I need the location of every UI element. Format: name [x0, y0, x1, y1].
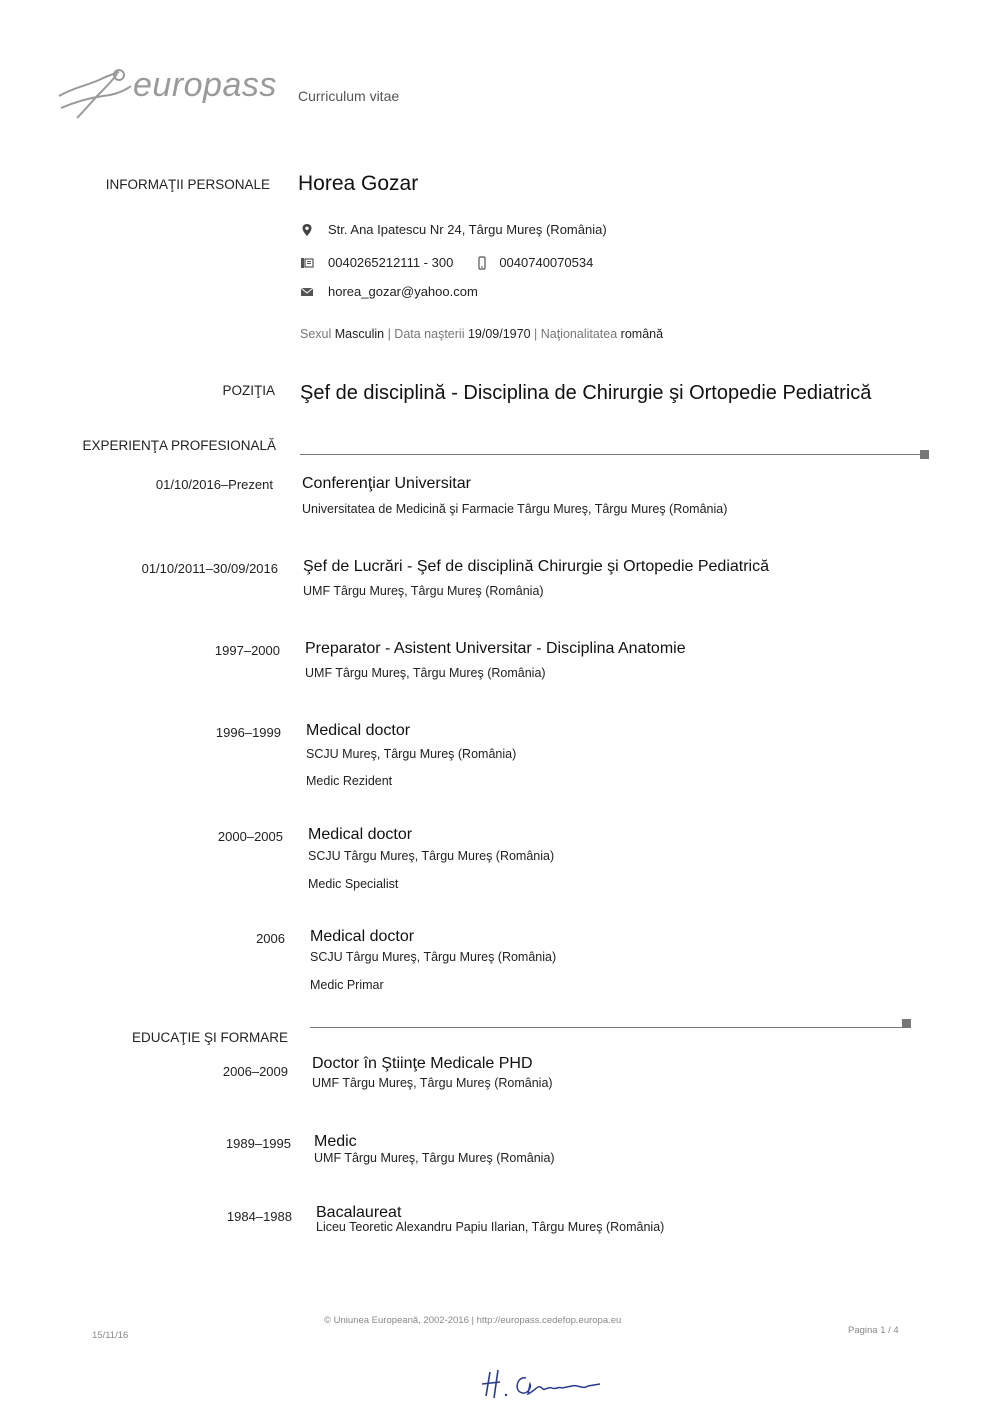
exp-date: 2006	[256, 931, 285, 946]
edu-date: 1989–1995	[225, 1136, 291, 1151]
edu-org: Liceu Teoretic Alexandru Papiu Ilarian, Târgu Mureş (România)	[316, 1220, 665, 1234]
exp-note: Medic Rezident	[306, 774, 393, 788]
address-text: Str. Ana Ipatescu Nr 24, Târgu Mureş (România)	[328, 222, 607, 237]
position-title: Şef de disciplină - Disciplina de Chirurgie şi Ortopedie Pediatrică	[300, 382, 872, 404]
exp-date: 01/10/2011–30/09/2016	[141, 561, 278, 576]
document-type: Curriculum vitae	[298, 88, 400, 104]
edu-title: Medic	[314, 1133, 357, 1150]
exp-title: Medical doctor	[310, 928, 415, 945]
edu-org: UMF Târgu Mureş, Târgu Mureş (România)	[312, 1076, 553, 1090]
edu-date: 2006–2009	[222, 1064, 288, 1079]
email-address[interactable]: horea_gozar@yahoo.com	[328, 284, 478, 299]
edu-title: Bacalaureat	[316, 1204, 402, 1221]
handwritten-signature	[478, 1364, 608, 1404]
education-label: EDUCAŢIE ŞI FORMARE	[131, 1030, 288, 1045]
exp-org: SCJU Târgu Mureş, Târgu Mureş (România)	[310, 950, 557, 964]
europass-star-figure-logo-icon	[55, 66, 135, 126]
exp-title: Conferenţiar Universitar	[302, 475, 471, 492]
phone-icon	[300, 256, 314, 270]
position-label: POZIŢIA	[222, 383, 275, 398]
exp-org: SCJU Mureş, Târgu Mureş (România)	[306, 747, 517, 761]
exp-date: 2000–2005	[217, 829, 283, 844]
footer-copyright: © Uniunea Europeană, 2002-2016 | http://europass.cedefop.europa.eu	[324, 1315, 622, 1326]
nationality-label: Naţionalitatea	[540, 327, 618, 341]
section-rule	[310, 1027, 902, 1028]
email-line	[300, 284, 478, 299]
section-rule-end	[902, 1019, 911, 1028]
phone-number[interactable]: 0040265212111 - 300	[328, 255, 454, 270]
sex-value: Masculin	[334, 327, 385, 341]
exp-org: UMF Târgu Mureş, Târgu Mureş (România)	[305, 666, 546, 680]
edu-org: UMF Târgu Mureş, Târgu Mureş (România)	[314, 1151, 555, 1165]
nationality-value: română	[620, 327, 664, 341]
exp-date: 1997–2000	[214, 643, 280, 658]
exp-title: Medical doctor	[308, 826, 413, 843]
section-rule-end	[920, 450, 929, 459]
envelope-icon	[300, 285, 314, 299]
exp-org: UMF Târgu Mureş, Târgu Mureş (România)	[303, 584, 544, 598]
birth-label: Data naşterii	[394, 327, 465, 341]
exp-org: SCJU Târgu Mureş, Târgu Mureş (România)	[308, 849, 555, 863]
exp-note: Medic Primar	[310, 978, 384, 992]
mobile-number[interactable]: 0040740070534	[499, 255, 594, 270]
address-line	[300, 222, 607, 237]
exp-note: Medic Specialist	[308, 877, 399, 891]
section-rule	[300, 454, 920, 455]
europass-brand: europass	[133, 66, 277, 104]
personal-details: Sexul Masculin | Data naşterii 19/09/1970 | Naţionalitatea română	[300, 327, 664, 341]
experience-label: EXPERIENŢA PROFESIONALĂ	[82, 438, 276, 453]
edu-date: 1984–1988	[226, 1209, 292, 1224]
exp-date: 01/10/2016–Prezent	[155, 477, 273, 492]
exp-title: Medical doctor	[306, 722, 411, 739]
europass-logo	[55, 66, 275, 126]
exp-title: Şef de Lucrări - Şef de disciplină Chirurgie şi Ortopedie Pediatrică	[303, 558, 770, 575]
person-name: Horea Gozar	[298, 172, 419, 195]
sex-label: Sexul	[300, 327, 332, 341]
footer-date: 15/11/16	[92, 1330, 129, 1341]
phone-line	[300, 255, 593, 270]
exp-org: Universitatea de Medicină şi Farmacie Târgu Mureş, Târgu Mureş (România)	[302, 502, 728, 516]
edu-title: Doctor în Ştiinţe Medicale PHD	[312, 1055, 533, 1072]
mobile-phone-icon	[475, 256, 489, 270]
exp-date: 1996–1999	[215, 725, 281, 740]
birth-value: 19/09/1970	[467, 327, 531, 341]
location-pin-icon	[300, 223, 314, 237]
footer-page-number: Pagina 1 / 4	[848, 1325, 899, 1336]
personal-info-label: INFORMAŢII PERSONALE	[105, 177, 270, 192]
exp-title: Preparator - Asistent Universitar - Disciplina Anatomie	[305, 640, 686, 657]
